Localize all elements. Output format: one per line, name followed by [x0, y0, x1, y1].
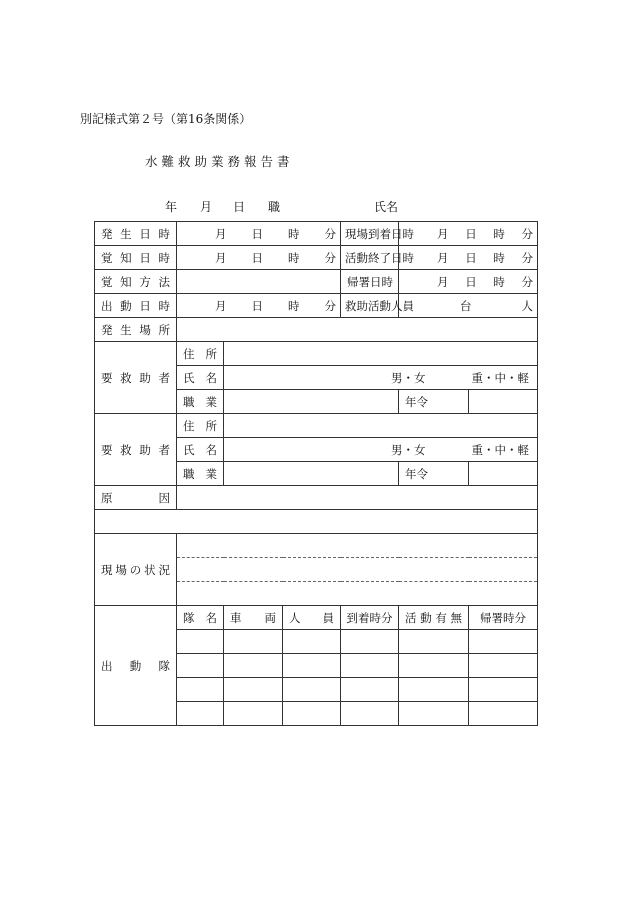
- label-dispatch-datetime: 出動日時: [95, 294, 177, 318]
- report-form-table: [94, 221, 538, 726]
- rescuee-2-name-field[interactable]: [224, 438, 538, 462]
- row-occurrence: [95, 222, 538, 246]
- label-dispatch-unit: 出動隊: [95, 606, 177, 726]
- header-name: 氏名: [374, 200, 399, 214]
- unit-cell[interactable]: [469, 702, 538, 726]
- unit-cell[interactable]: [177, 702, 224, 726]
- unit-cell[interactable]: [341, 702, 399, 726]
- label-return-datetime: 帰署日時: [341, 270, 399, 294]
- notice-method-field[interactable]: [177, 270, 341, 294]
- rescuee-1-age-cell[interactable]: [399, 390, 469, 414]
- rescue-personnel-field[interactable]: 台 人: [399, 294, 538, 318]
- header-day: 日: [233, 200, 246, 214]
- rescuee-1-age-field[interactable]: [469, 390, 538, 414]
- col-personnel: 人員: [283, 606, 341, 630]
- rescuee-2-sex[interactable]: 男・女: [391, 442, 426, 457]
- unit-cell[interactable]: [283, 702, 341, 726]
- cause-field-line-1[interactable]: [177, 486, 538, 510]
- label-rescuee-2: 要救助者: [95, 414, 177, 486]
- unit-cell[interactable]: [399, 630, 469, 654]
- label-rescuee-1-address: 住所: [177, 342, 224, 366]
- rescuee-2-address-field[interactable]: [224, 414, 538, 438]
- dispatch-unit-header-row: [95, 606, 538, 630]
- occurrence-place-field[interactable]: [177, 318, 538, 342]
- row-notice: [95, 246, 538, 270]
- header-position: 職: [268, 200, 281, 214]
- col-vehicle: 車両: [224, 606, 283, 630]
- situation-field-line-3[interactable]: [177, 582, 538, 606]
- rescuee-2-address-row: [95, 414, 538, 438]
- label-occurrence-datetime: 発生日時: [95, 222, 177, 246]
- unit-cell[interactable]: [399, 678, 469, 702]
- rescuee-1-name-field[interactable]: [224, 366, 538, 390]
- occurrence-datetime-field[interactable]: 月 日 時 分: [177, 222, 341, 246]
- label-activity-end-datetime: 活動終了日時: [341, 246, 399, 270]
- col-return-time: 帰署時分: [469, 606, 538, 630]
- unit-cell[interactable]: [341, 630, 399, 654]
- label-rescuee-2-age: 年令: [405, 466, 429, 481]
- form-reference: 別記様式第２号（第16条関係）: [80, 112, 252, 126]
- unit-cell[interactable]: [469, 678, 538, 702]
- situation-row-1: [95, 534, 538, 558]
- notice-datetime-field[interactable]: 月 日 時 分: [177, 246, 341, 270]
- rescuee-2-age-field[interactable]: [469, 462, 538, 486]
- col-unit-name: 隊名: [177, 606, 224, 630]
- return-datetime-field[interactable]: 月 日 時 分: [399, 270, 538, 294]
- dispatch-datetime-field[interactable]: 月 日 時 分: [177, 294, 341, 318]
- rescuee-2-age-cell[interactable]: [399, 462, 469, 486]
- label-rescuee-2-name: 氏名: [177, 438, 224, 462]
- label-notice-datetime: 覚知日時: [95, 246, 177, 270]
- cause-field-line-2[interactable]: [95, 510, 538, 534]
- label-rescuee-1-occupation: 職業: [177, 390, 224, 414]
- rescuee-1-sex[interactable]: 男・女: [391, 370, 426, 385]
- label-rescuee-2-address: 住所: [177, 414, 224, 438]
- unit-cell[interactable]: [224, 702, 283, 726]
- rescuee-1-address-field[interactable]: [224, 342, 538, 366]
- unit-cell[interactable]: [177, 678, 224, 702]
- unit-cell[interactable]: [177, 630, 224, 654]
- unit-cell[interactable]: [341, 654, 399, 678]
- label-rescuee-2-occupation: 職業: [177, 462, 224, 486]
- rescuee-1-severity[interactable]: 重・中・軽: [471, 370, 530, 385]
- unit-cell[interactable]: [341, 678, 399, 702]
- label-situation: 現場の状況: [95, 534, 177, 606]
- rescuee-2-occupation-field[interactable]: [224, 462, 399, 486]
- rescuee-1-address-row: [95, 342, 538, 366]
- rescuee-2-severity[interactable]: 重・中・軽: [471, 442, 530, 457]
- row-dispatch: [95, 294, 538, 318]
- row-notice-method: [95, 270, 538, 294]
- situation-field-line-1[interactable]: [177, 534, 538, 558]
- situation-field-line-2[interactable]: [177, 558, 538, 582]
- cause-row-1: [95, 486, 538, 510]
- unit-cell[interactable]: [224, 630, 283, 654]
- unit-cell[interactable]: [399, 702, 469, 726]
- header-month: 月: [200, 200, 213, 214]
- label-arrival-datetime: 現場到着日時: [341, 222, 399, 246]
- document-title: 水難救助業務報告書: [145, 154, 294, 169]
- header-year: 年: [165, 200, 178, 214]
- unit-cell[interactable]: [283, 630, 341, 654]
- unit-cell[interactable]: [177, 654, 224, 678]
- label-notice-method: 覚知方法: [95, 270, 177, 294]
- unit-cell[interactable]: [469, 654, 538, 678]
- unit-cell[interactable]: [224, 654, 283, 678]
- label-occurrence-place: 発生場所: [95, 318, 177, 342]
- label-rescuee-1-age: 年令: [405, 394, 429, 409]
- activity-end-datetime-field[interactable]: 月 日 時 分: [399, 246, 538, 270]
- unit-cell[interactable]: [469, 630, 538, 654]
- label-rescuee-1: 要救助者: [95, 342, 177, 414]
- col-arrival-time: 到着時分: [341, 606, 399, 630]
- row-place: [95, 318, 538, 342]
- unit-cell[interactable]: [283, 654, 341, 678]
- cause-row-2: [95, 510, 538, 534]
- label-rescue-personnel: 救助活動人員: [341, 294, 399, 318]
- unit-cell[interactable]: [399, 654, 469, 678]
- col-activity: 活動有無: [399, 606, 469, 630]
- label-cause: 原因: [95, 486, 177, 510]
- label-rescuee-1-name: 氏名: [177, 366, 224, 390]
- unit-cell[interactable]: [224, 678, 283, 702]
- arrival-datetime-field[interactable]: 月 日 時 分: [399, 222, 538, 246]
- rescuee-1-occupation-field[interactable]: [224, 390, 399, 414]
- unit-cell[interactable]: [283, 678, 341, 702]
